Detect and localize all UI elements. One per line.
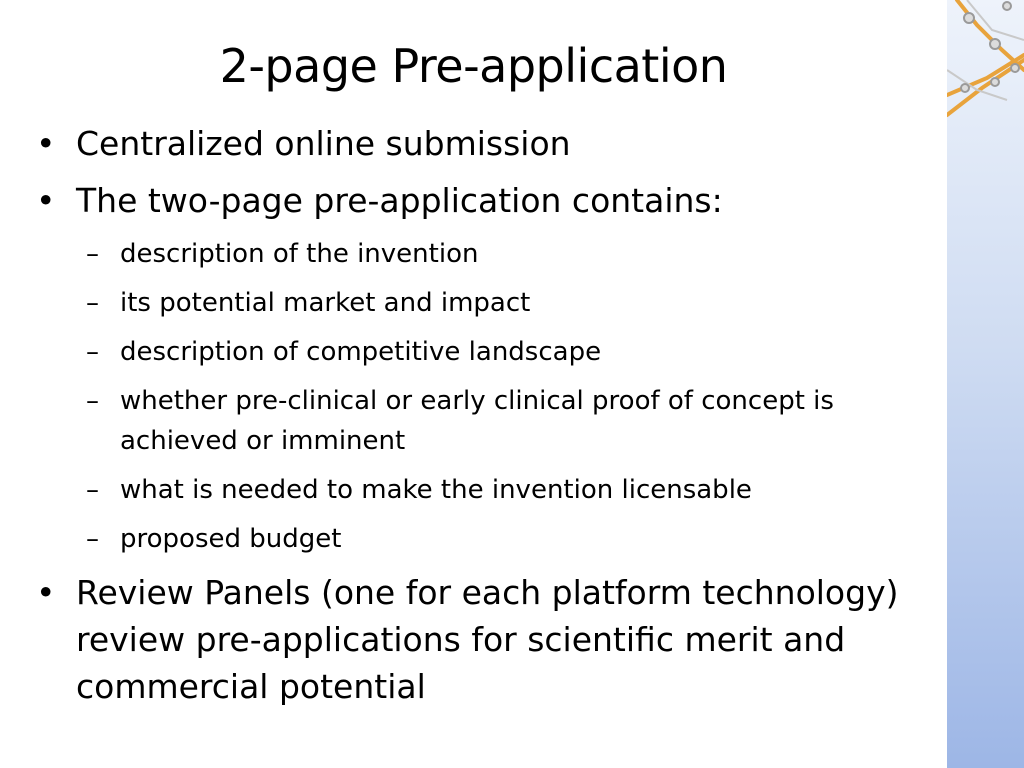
sub-item-text: description of competitive landscape <box>120 337 602 367</box>
bullet-text: Review Panels (one for each platform technology) review pre-applications for scientific merit and commercial potential <box>76 573 899 706</box>
bullet-item <box>36 177 916 224</box>
bullet-marker: • <box>36 124 56 163</box>
slide-body <box>36 120 916 720</box>
sub-marker: – <box>86 386 99 416</box>
sub-item <box>86 519 916 559</box>
sub-marker: – <box>86 475 99 505</box>
sub-marker: – <box>86 524 99 554</box>
slide-title: 2-page Pre-application <box>219 39 728 93</box>
sub-marker: – <box>86 288 99 318</box>
sub-item <box>86 332 916 372</box>
sub-item <box>86 470 916 510</box>
sub-list <box>86 234 916 559</box>
sub-item <box>86 234 916 274</box>
sub-item-text: what is needed to make the invention licensable <box>120 475 752 505</box>
sub-item-text: description of the invention <box>120 239 479 269</box>
bullet-item <box>36 120 916 167</box>
decorative-side-strip <box>947 0 1024 768</box>
bullet-marker: • <box>36 573 56 612</box>
sub-item-text: proposed budget <box>120 524 342 554</box>
bullet-marker: • <box>36 181 56 220</box>
bullet-item <box>36 569 916 710</box>
bullet-text: Centralized online submission <box>76 124 571 163</box>
sub-item <box>86 381 916 461</box>
sub-item-text: its potential market and impact <box>120 288 531 318</box>
sub-marker: – <box>86 337 99 367</box>
sub-item <box>86 283 916 323</box>
network-lines-icon <box>947 0 1024 130</box>
sub-item-text: whether pre-clinical or early clinical proof of concept is achieved or imminent <box>120 386 834 456</box>
bullet-text: The two-page pre-application contains: <box>76 181 723 220</box>
sub-marker: – <box>86 239 99 269</box>
